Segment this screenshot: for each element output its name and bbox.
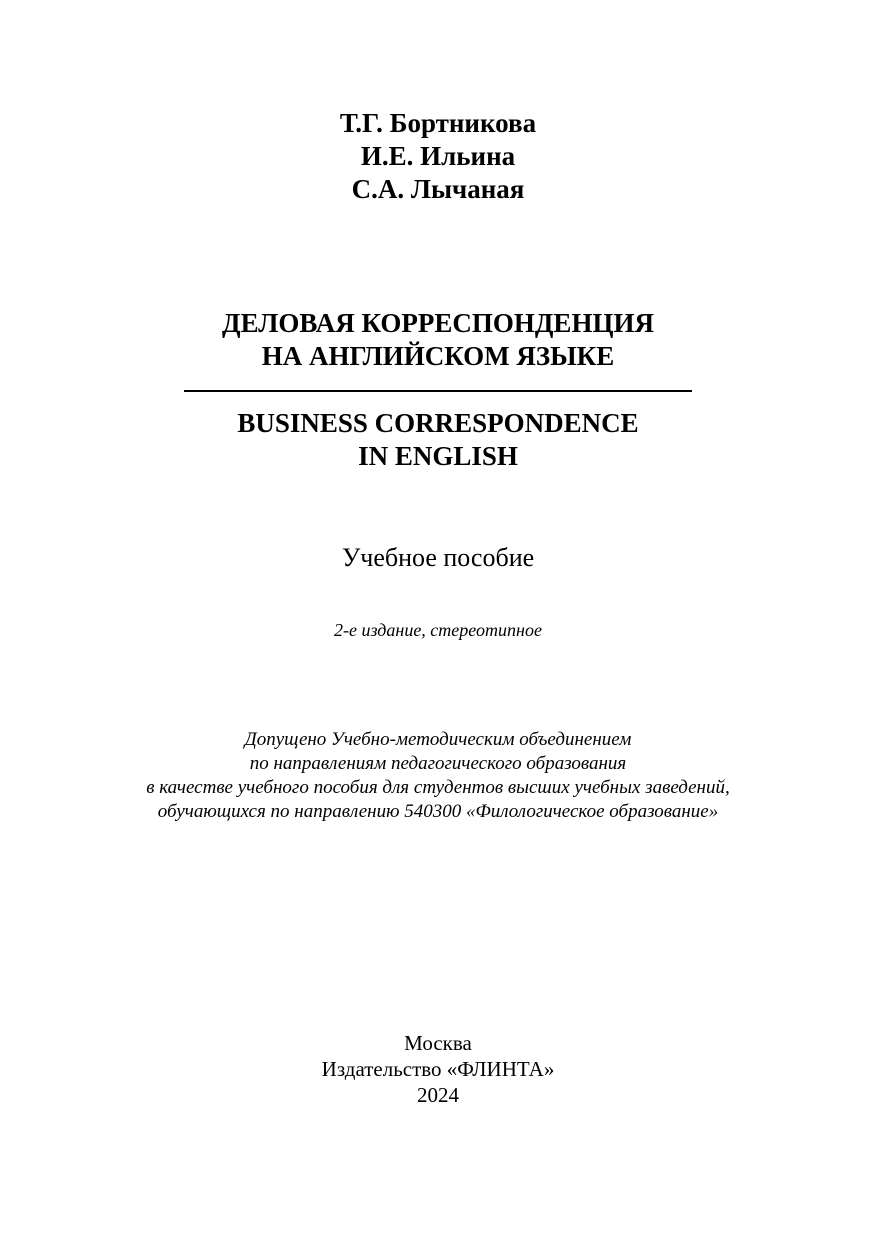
approval-line: Допущено Учебно-методическим объединением bbox=[244, 729, 632, 750]
subtitle: Учебное пособие bbox=[341, 543, 535, 572]
approval-line: по направлениям педагогического образования bbox=[249, 753, 627, 774]
edition-note: 2-е издание, стереотипное bbox=[334, 620, 542, 640]
title-divider bbox=[184, 390, 692, 392]
approval-line: обучающихся по направлению 540300 «Филологическое образование» bbox=[157, 801, 719, 822]
title-line: BUSINESS CORRESPONDENCE bbox=[237, 408, 639, 438]
author-name: И.Е. Ильина bbox=[360, 141, 516, 171]
title-line: IN ENGLISH bbox=[358, 441, 518, 471]
approval-line: в качестве учебного пособия для студентов высших учебных заведений, bbox=[146, 777, 730, 798]
author-name: С.А. Лычаная bbox=[351, 174, 525, 204]
title-line: НА АНГЛИЙСКОМ ЯЗЫКЕ bbox=[261, 341, 615, 371]
title-line: ДЕЛОВАЯ КОРРЕСПОНДЕНЦИЯ bbox=[222, 308, 654, 338]
publisher-city: Москва bbox=[404, 1031, 472, 1055]
publisher-name: Издательство «ФЛИНТА» bbox=[321, 1057, 555, 1081]
publication-year: 2024 bbox=[417, 1083, 459, 1107]
author-name: Т.Г. Бортникова bbox=[339, 108, 537, 138]
